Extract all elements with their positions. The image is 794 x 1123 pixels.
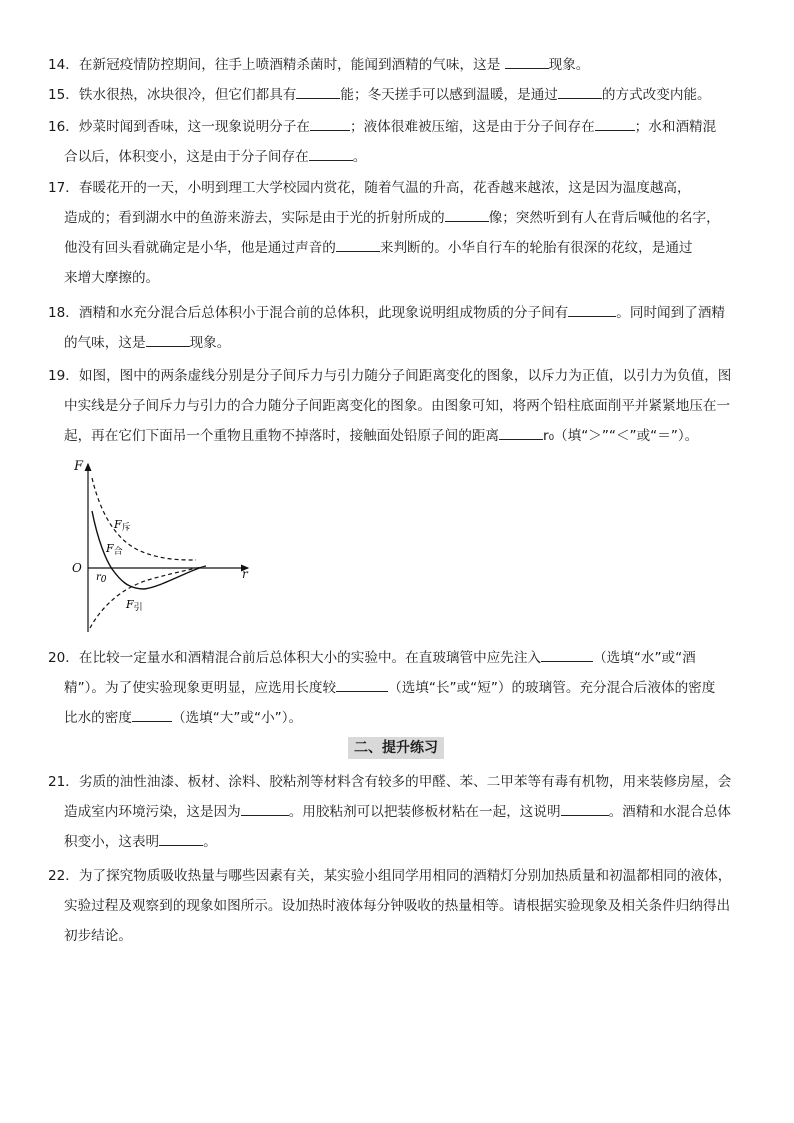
question-22 [48, 861, 760, 951]
answer-blank[interactable] [132, 707, 172, 722]
repulsion-label: F斥 [114, 518, 131, 533]
resultant-label: F合 [106, 542, 123, 557]
question-line: 18．酒精和水充分混合后总体积小于混合前的总体积，此现象说明组成物质的分子间有 。同时闻到了酒精 [48, 298, 760, 328]
question-line: 的气味，这是 现象。 [48, 328, 760, 358]
answer-blank[interactable] [146, 332, 190, 347]
question-line: 实验过程及观察到的现象如图所示。设加热时液体每分钟吸收的热量相等。请根据实验现象及相关条件归纳得出 [64, 898, 731, 914]
question-19 [48, 361, 760, 451]
question-18 [48, 298, 760, 358]
question-line: 来增大摩擦的。 [64, 270, 160, 286]
answer-blank[interactable] [296, 84, 340, 99]
question-line: 比水的密度 （选填“大”或“小”）。 [48, 703, 760, 733]
question-line: 中实线是分子间斥力与引力的合力随分子间距离变化的图象。由图象可知，将两个铅柱底面削平并紧紧地压在一 [64, 398, 731, 414]
question-line: 精”）。为了使实验现象更明显，应选用长度较 （选填“长”或“短”）的玻璃管。充分混合后液体的密度 [48, 673, 760, 703]
question-line: 20．在比较一定量水和酒精混合前后总体积大小的实验中。在直玻璃管中应先注入 （选填“水”或“酒 [48, 643, 760, 673]
attraction-label: F引 [126, 598, 143, 613]
question-15 [48, 80, 760, 110]
y-axis-label: F [74, 459, 84, 474]
question-16 [48, 112, 760, 172]
question-line: 14．在新冠疫情防控期间，往手上喷酒精杀菌时，能闻到酒精的气味，这是 现象。 [48, 50, 760, 80]
question-20 [48, 643, 760, 733]
answer-blank[interactable] [499, 425, 543, 440]
answer-blank[interactable] [309, 146, 353, 161]
attraction-curve [90, 566, 206, 628]
question-line: 合以后，体积变小，这是由于分子间存在 。 [48, 142, 760, 172]
question-line: 16．炒菜时闻到香味，这一现象说明分子在 ；液体很难被压缩，这是由于分子间存在 ；水和酒精混 [48, 112, 760, 142]
r0-label: r0 [96, 572, 107, 585]
answer-blank[interactable] [541, 647, 593, 662]
answer-blank[interactable] [558, 84, 602, 99]
question-line: 造成室内环境污染，这是因为 。用胶粘剂可以把装修板材粘在一起，这说明 。酒精和水混合总体 [48, 797, 760, 827]
question-line: 15．铁水很热，冰块很冷，但它们都具有 能；冬天搓手可以感到温暖，是通过 的方式改变内能。 [48, 80, 760, 110]
question-line: 初步结论。 [64, 928, 132, 944]
question-line: 造成的；看到湖水中的鱼游来游去，实际是由于光的折射所成的 像；突然听到有人在背后喊他的名字， [48, 203, 760, 233]
question-line: 22．为了探究物质吸收热量与哪些因素有关，某实验小组同学用相同的酒精灯分别加热质量和初温都相同的液体， [48, 868, 732, 884]
answer-blank[interactable] [561, 801, 609, 816]
answer-blank[interactable] [336, 677, 388, 692]
question-17 [48, 173, 760, 293]
force-distance-graph [62, 456, 262, 636]
answer-blank[interactable] [445, 207, 489, 222]
answer-blank[interactable] [568, 302, 616, 317]
answer-blank[interactable] [336, 237, 380, 252]
answer-blank[interactable] [241, 801, 289, 816]
answer-blank[interactable] [310, 116, 350, 131]
question-line: 他没有回头看就确定是小华，他是通过声音的 来判断的。小华自行车的轮胎有很深的花纹，是通过 [48, 233, 760, 263]
question-21 [48, 767, 760, 857]
answer-blank[interactable] [505, 54, 549, 69]
answer-blank[interactable] [595, 116, 635, 131]
x-axis-label: r [242, 567, 248, 581]
origin-label: O [72, 561, 82, 575]
question-line: 17．春暖花开的一天，小明到理工大学校园内赏花，随着气温的升高，花香越来越浓，这是因为温度越高， [48, 180, 691, 196]
question-line: 积变小，这表明 。 [48, 827, 760, 857]
section-title: 二、提升练习 [348, 737, 444, 759]
question-line: 21．劣质的油性油漆、板材、涂料、胶粘剂等材料含有较多的甲醛、苯、二甲苯等有毒有机物，用来装修房屋，会 [48, 774, 732, 790]
question-line: 19．如图，图中的两条虚线分别是分子间斥力与引力随分子间距离变化的图象，以斥力为正值，以引力为负值，图 [48, 368, 732, 384]
answer-blank[interactable] [159, 831, 203, 846]
question-14 [48, 50, 760, 80]
question-line: 起，再在它们下面吊一个重物且重物不掉落时，接触面处铅原子间的距离 r₀（填“＞”“＜”或“＝”）。 [48, 421, 760, 451]
